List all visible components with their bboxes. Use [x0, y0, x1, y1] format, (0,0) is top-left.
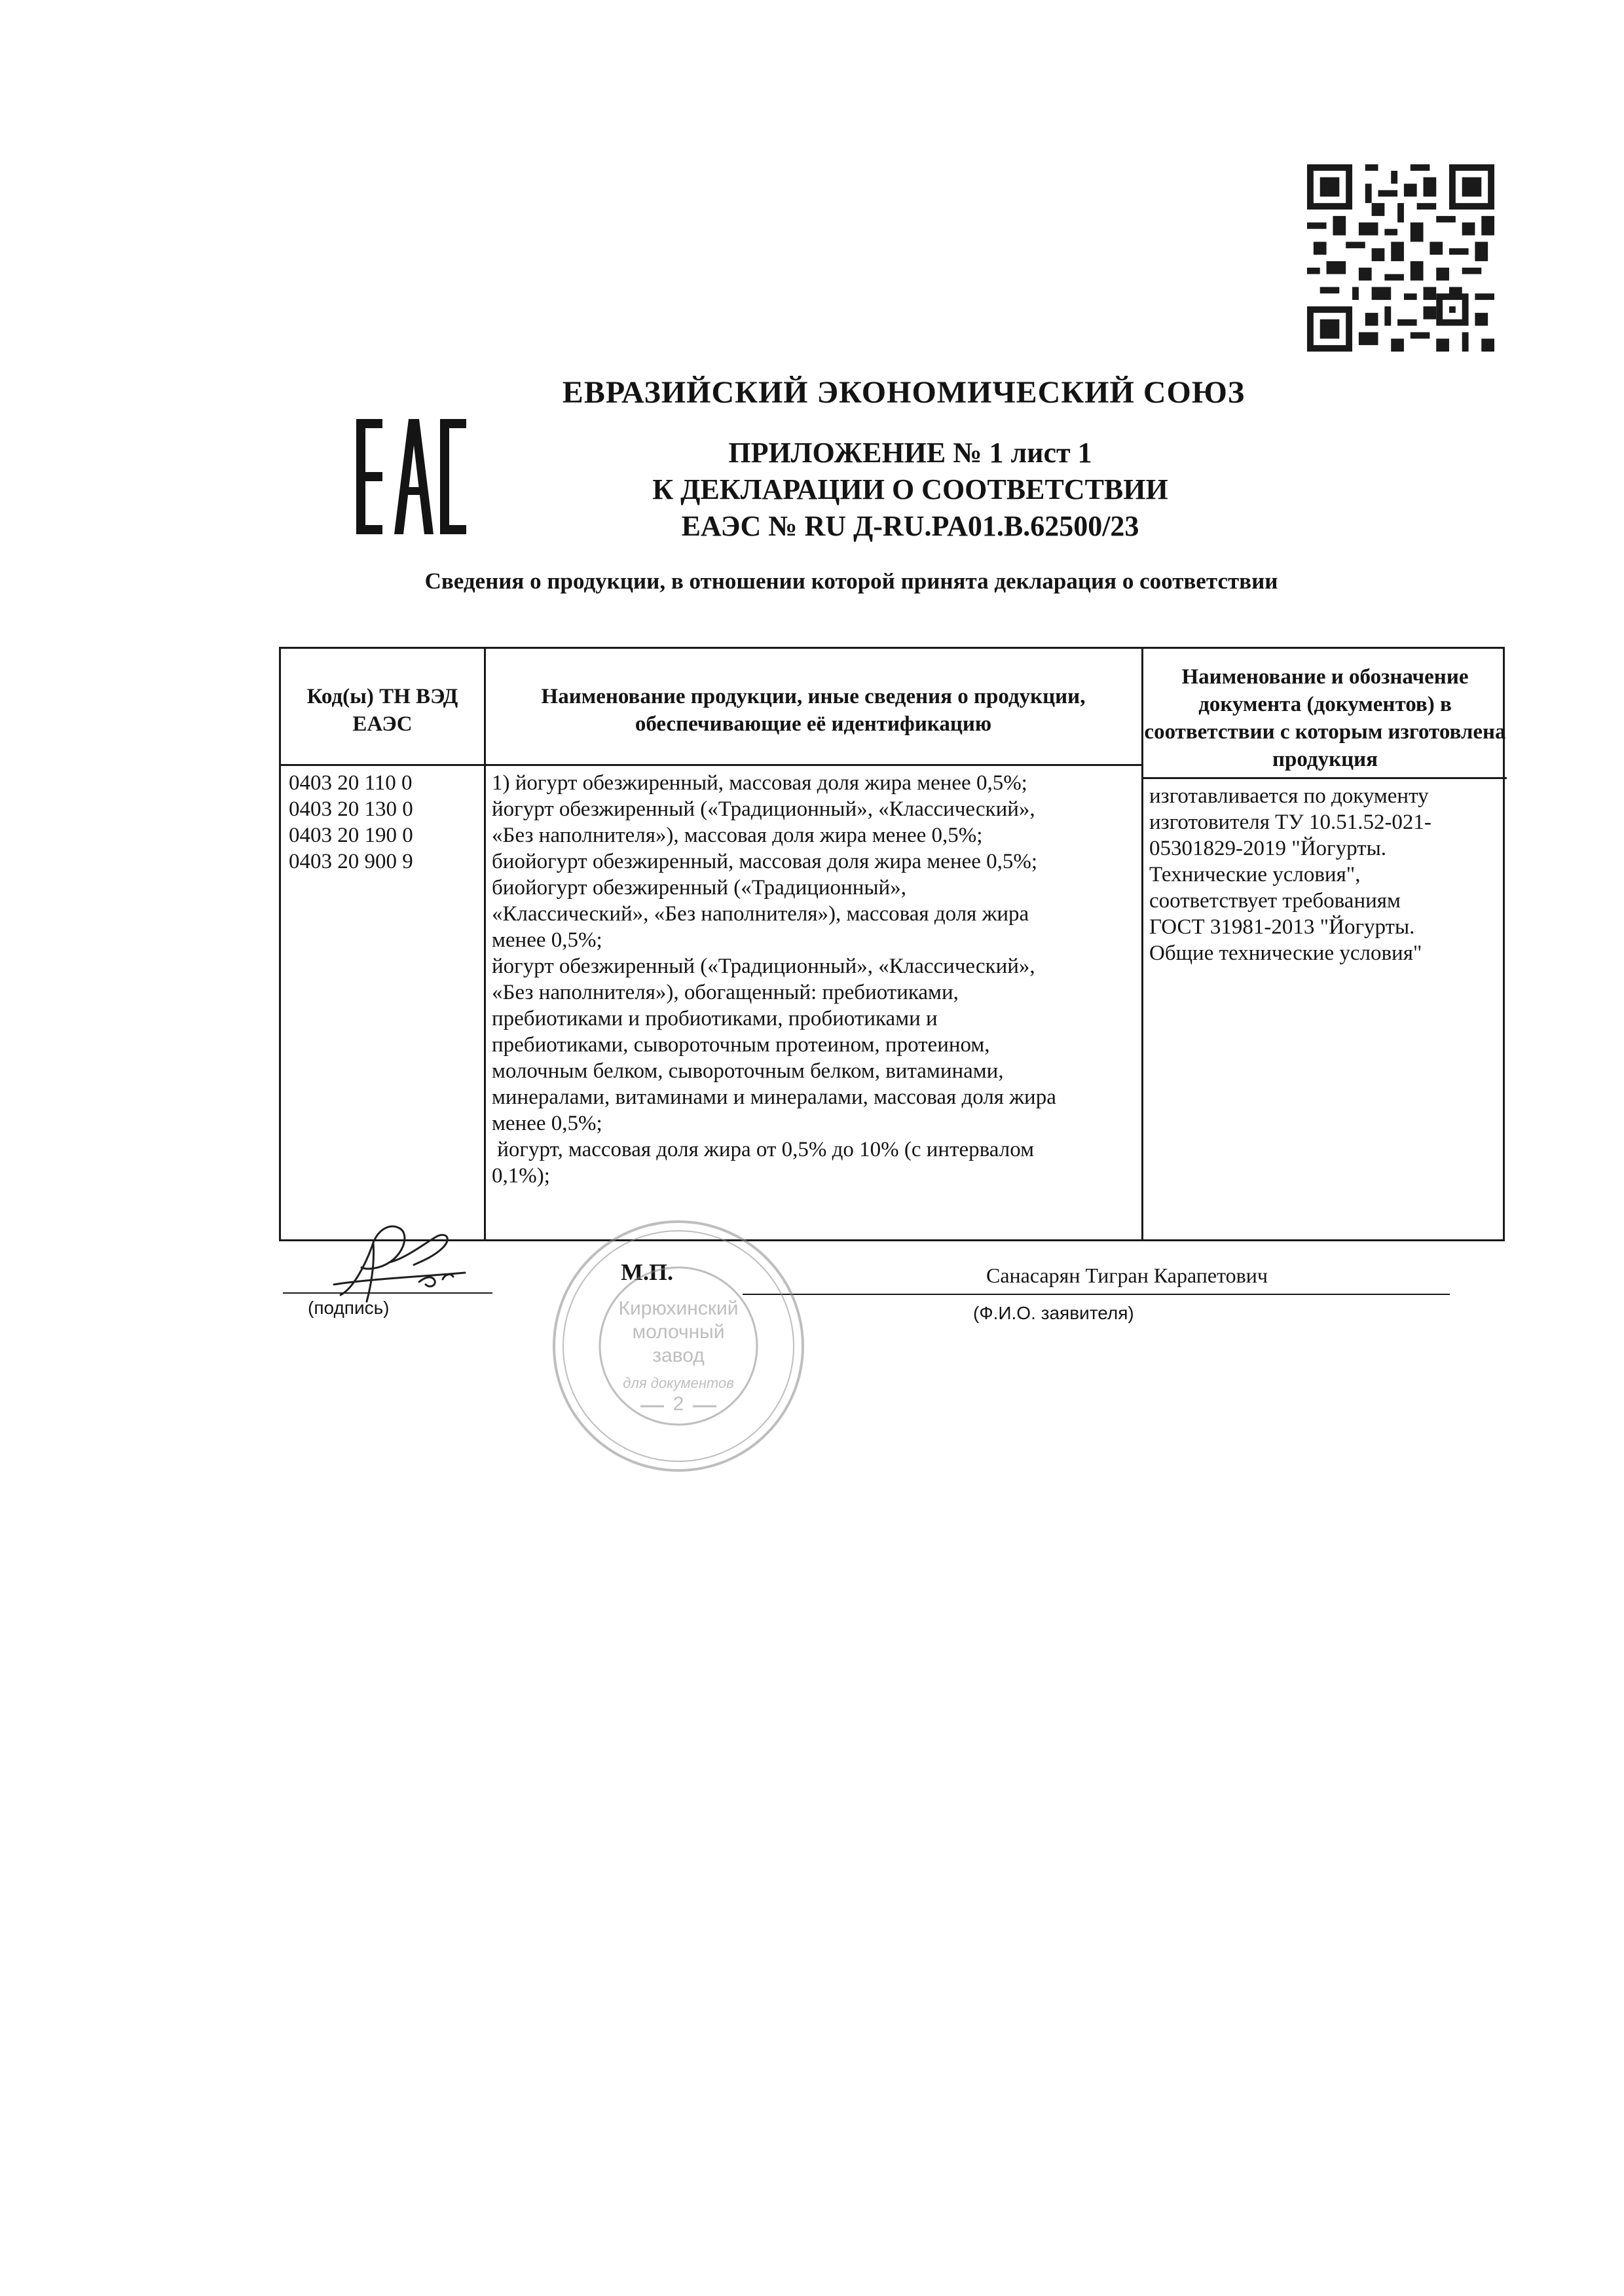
column-header-product: Наименование продукции, иные сведения о продукции, обеспечивающие её идентификацию — [541, 685, 1086, 736]
stamp-text-line2: молочный — [632, 1321, 725, 1343]
declaration-number: ЕАЭС № RU Д-RU.PA01.B.62500/23 — [681, 510, 1139, 542]
cell-documents: изготавливается по документу изготовителя ТУ 10.51.52-021- 05301829-2019 "Йогурты. Технические условия", соответствует требованиям ГОСТ 31981-2013 "Йогурты. Общие технические условия" — [1149, 784, 1431, 965]
product-table — [279, 647, 1505, 1241]
column-header-code: Код(ы) ТН ВЭД ЕАЭС — [306, 685, 458, 736]
stamp-text-line3: завод — [652, 1345, 705, 1366]
company-stamp — [549, 1216, 808, 1476]
handwritten-signature — [327, 1216, 471, 1308]
header-divider — [281, 764, 1141, 766]
signature-caption: (подпись) — [308, 1298, 390, 1318]
table-caption: Сведения о продукции, в отношении которой принята декларация о соответствии — [424, 568, 1278, 594]
stamp-text-line1: Кирюхинский — [618, 1298, 739, 1319]
eac-logo — [356, 419, 466, 534]
stamp-text-line4: для документов — [623, 1375, 734, 1391]
seal-place-label: М.П. — [621, 1259, 673, 1285]
declaration-title: К ДЕКЛАРАЦИИ О СООТВЕТСТВИИ — [652, 473, 1168, 505]
qr-code — [1307, 162, 1494, 354]
appendix-title: ПРИЛОЖЕНИЕ № 1 лист 1 — [728, 437, 1092, 469]
applicant-line — [743, 1294, 1450, 1295]
signature-line — [283, 1292, 492, 1294]
header-divider — [1141, 777, 1507, 779]
stamp-number: 2 — [673, 1393, 684, 1415]
applicant-caption: (Ф.И.О. заявителя) — [973, 1303, 1134, 1323]
cell-product-description: 1) йогурт обезжиренный, массовая доля жира менее 0,5%; йогурт обезжиренный («Традиционный», «Классический», «Без наполнителя»), массовая доля жира менее 0,5%; биойогурт обезжиренный, массовая доля жира менее 0,5%; биойогурт обезжиренный («Традиционный», «Классический», «Без наполнителя»), массовая доля жира менее 0,5%; йогурт обезжиренный («Традиционный», «Классический», «Без наполнителя»), обогащенный: пребиотиками, пребиотиками и пробиотиками, пробиотиками и пребиотиками, сывороточным протеином, протеином, молочным белком, сывороточным белком, витаминами, минералами, витаминами и минералами, массовая доля жира менее 0,5%; йогурт, массовая доля жира от 0,5% до 10% (с интервалом 0,1%); — [492, 771, 1056, 1188]
cell-codes: 0403 20 110 0 0403 20 130 0 0403 20 190 0 0403 20 900 9 — [289, 771, 413, 873]
union-title: ЕВРАЗИЙСКИЙ ЭКОНОМИЧЕСКИЙ СОЮЗ — [562, 375, 1246, 410]
column-header-document: Наименование и обозначение документа (документов) в соответствии с которым изготовлена продукция — [1144, 665, 1506, 771]
applicant-name: Санасарян Тигран Карапетович — [986, 1264, 1268, 1287]
